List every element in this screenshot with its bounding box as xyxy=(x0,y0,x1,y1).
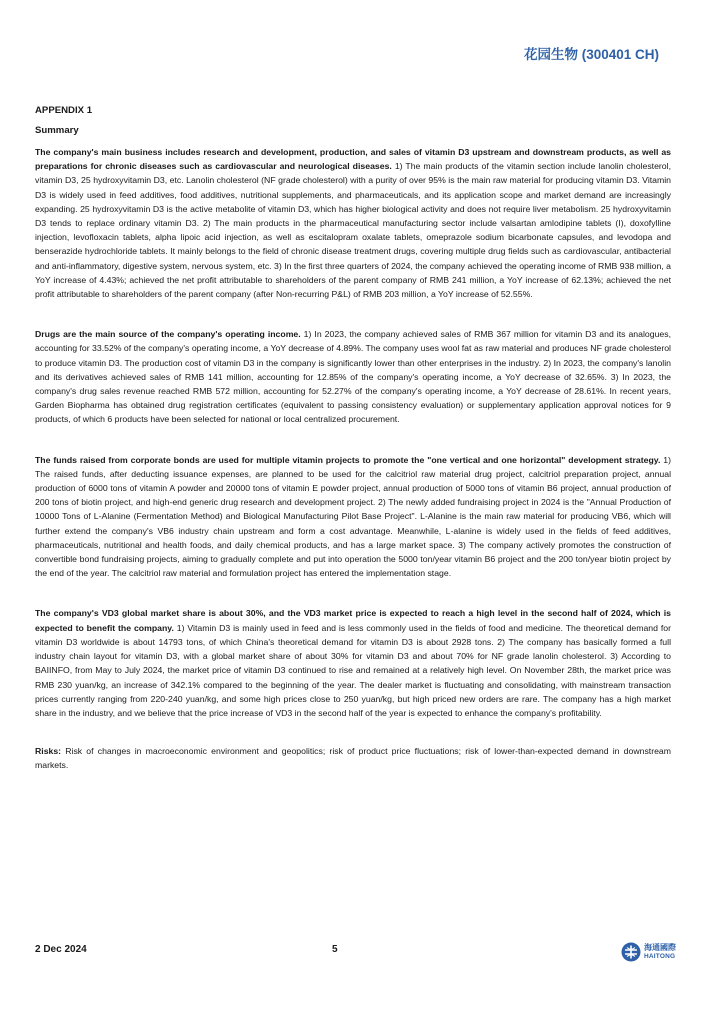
haitong-logo-icon xyxy=(621,942,641,962)
paragraph-body: Risk of changes in macroeconomic environment and geopolitics; risk of product price fluctuations; risk of lower-than-expected demand in downstream markets. xyxy=(35,746,671,771)
paragraph-lead: Drugs are the main source of the company's operating income. xyxy=(35,329,301,340)
footer-date: 2 Dec 2024 xyxy=(35,944,87,955)
logo-chinese-name: 海通國際 xyxy=(644,943,676,952)
paragraph-body: 1) The raised funds, after deducting issuance expenses, are planned to be used for the calcitriol raw material drug project, calcitriol preparation project, annual production of 6000 tons of vitamin A powder and 20000 tons of vitamin E powder project, annual production of 5000 tons of vitamin B6 project, annual production of 200 tons of biotin project, and high-end generic drug research and development project. 2) The newly added fundraising project in 2024 is the "Annual Production of 10000 Tons of L-Alanine (Fermentation Method) and Biological Manufacturing Pilot Base Project". L-Alanine is the main raw material for producing VB6, which will further extend the company's VB6 industry chain upstream and form a cost advantage. Meanwhile, L-alanine is widely used in the fields of feed additives, pharmaceuticals, nutritional and health foods, and daily chemical products, and has a large market space. 3) The company actively promotes the construction of convertible bond fundraising projects, aiming to gradually complete and put into operation the 5000 ton/year vitamin B6 project and the 200 ton/year biotin project by the end of the year. The calcitriol raw material and formulation project has entered the implementation stage. xyxy=(35,454,671,579)
paragraph-lead: Risks: xyxy=(35,746,62,757)
paragraph-lead: The funds raised from corporate bonds are used for multiple vitamin projects to promote the "one vertical and one horizontal" development strategy. xyxy=(35,454,661,465)
report-body xyxy=(35,105,671,773)
appendix-heading: APPENDIX 1 xyxy=(35,105,93,116)
paragraph-lead: The company's VD3 global market share is about 30%, and the VD3 market price is expected to reach a high level in the second half of 2024, which is expected to benefit the company. xyxy=(35,608,671,633)
paragraph-body: 1) The main products of the vitamin section include lanolin cholesterol, vitamin D3, 25 hydroxyvitamin D3, etc. Lanolin cholesterol (NF grade cholesterol) with a purity of over 95% is the main raw material for producing vitamin D3. Vitamin D3 is widely used in feed additives, food additives, nutritional supplements, and pharmaceuticals, and its application scope and market demand are increasingly expanding. 25 hydroxyvitamin D3 is the active metabolite of vitamin D3, which has higher biological activity and does not require liver metabolism. 25 hydroxyvitamin D3 tends to replace ordinary vitamin D3. 2) The main products in the pharmaceutical manufacturing sector include valsartan amlodipine tablets (I), doxofylline injection, levofloxacin tablets, alpha lipoic acid injection, as well as escitalopram oxalate tablets, omeprazole sodium bicarbonate capsules, and levodopa and benserazide hydrochloride tablets. It mainly belongs to the field of chronic disease treatment drugs, covering multiple drug fields such as cardiovascular, antibacterial and anti-inflammatory, digestive system, nervous system, etc. 3) In the first three quarters of 2024, the company achieved the operating income of RMB 938 million, a YoY increase of 4.43%; achieved the net profit attributable to shareholders of the parent company of RMB 241 million, a YoY increase of 62.13%; achieved the net profit attributable to shareholders of the parent company (after Non-recurring P&L) of RMB 203 million, a YoY increase of 52.55%. xyxy=(35,161,671,300)
paragraph-body: 1) In 2023, the company achieved sales of RMB 367 million for vitamin D3 and its analogues, accounting for 33.52% of the company's operating income, a YoY decrease of 4.89%. The company uses wool fat as raw material and produces NF grade cholesterol to produce vitamin D3. The production cost of vitamin D3 in the company is significantly lower than other enterprises in the industry. 2) In 2023, the company's lanolin and its derivatives achieved sales of RMB 141 million, accounting for 12.85% of the company's operating income, a YoY decrease of 32.65%. 3) In 2023, the company's drug sales revenue reached RMB 572 million, accounting for 52.27% of the company's operating income, a YoY decrease of 28.61%. In recent years, Garden Biopharma has obtained drug registration certificates (equivalent to passing consistency evaluation) or supplementary application approval notices for 9 products, of which 6 products have been selected for national or local centralized procurement. xyxy=(35,329,671,425)
report-header-title: 花园生物 (300401 CH) xyxy=(523,47,659,62)
summary-heading: Summary xyxy=(35,125,79,136)
paragraph-business-overview xyxy=(35,145,671,301)
page-number: 5 xyxy=(332,944,338,955)
haitong-logo xyxy=(621,942,676,962)
paragraph-fundraising xyxy=(35,453,671,581)
paragraph-operating-income xyxy=(35,327,671,426)
paragraph-body: 1) Vitamin D3 is mainly used in feed and is less commonly used in the fields of food and medicine. The theoretical demand for vitamin D3 worldwide is about 14793 tons, of which China's theoretical demand for vitamin D3 is about 2928 tons. 2) The company has basically formed a full industry chain layout for vitamin D3, with a global market share of about 30% for vitamin D3 and about 70% for NF grade lanolin cholesterol. 3) According to BAIINFO, from May to July 2024, the market price of vitamin D3 continued to rise and remained at a relatively high level. On November 28th, the market price was RMB 230 yuan/kg, an increase of 342.1% compared to the beginning of the year. The dealer market is fluctuating and consolidating, with mainstream transaction prices currently ranging from 220-240 yuan/kg, and some high prices close to 250 yuan/kg, but high priced new orders are rare. The company has a high market share in the industry, and we believe that the price increase of VD3 in the second half of the year is expected to enhance the company's profitability. xyxy=(35,622,671,718)
logo-english-name: HAITONG xyxy=(644,953,676,960)
paragraph-lead: The company's main business includes research and development, production, and sales of vitamin D3 upstream and downstream products, as well as preparations for chronic diseases such as cardiovascular and neurological diseases. xyxy=(35,147,671,172)
paragraph-vd3-market xyxy=(35,606,671,720)
paragraph-risks xyxy=(35,744,671,772)
